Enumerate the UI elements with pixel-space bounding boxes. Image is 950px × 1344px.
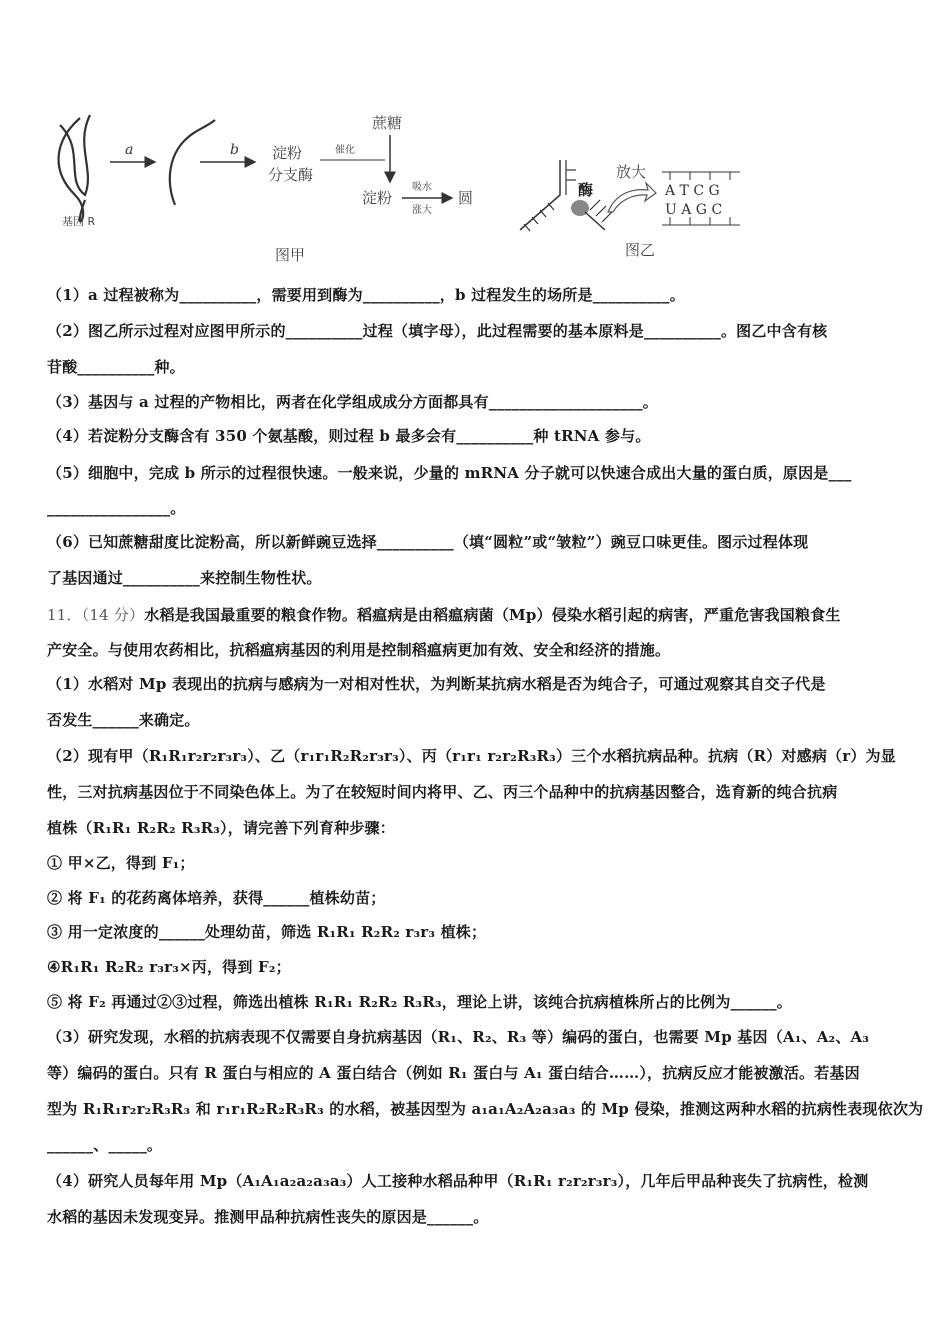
step-b-label: b (230, 142, 239, 158)
q11-step4: ④R₁R₁ R₂R₂ r₃r₃×丙，得到 F₂； (47, 958, 291, 976)
q10-part6-line1: （6）已知蔗糖甜度比淀粉高，所以新鲜豌豆选择__________（填“圆粒”或“皱粒”）豌豆口味更佳。图示过程体现 (47, 533, 809, 551)
q11-intro-line1 (47, 597, 907, 633)
q11-part3-line1: （3）研究发现，水稻的抗病表现不仅需要自身抗病基因（R₁、R₂、R₃ 等）编码的蛋白，也需要 Mp 基因（A₁、A₂、A₃ (47, 1028, 870, 1046)
figure-yi (520, 160, 740, 259)
magnify-arrow-icon (608, 183, 656, 212)
round-label: 圆 (458, 189, 474, 207)
q10-part5-line1: （5）细胞中，完成 b 所示的过程很快速。一般来说，少量的 mRNA 分子就可以快速合成出大量的蛋白质，原因是___ (47, 464, 852, 482)
starch-branch-enzyme-line1: 淀粉 (272, 144, 303, 162)
question-number: 11．（14 分） (47, 606, 145, 624)
q11-step1: ① 甲×乙，得到 F₁； (47, 854, 195, 872)
q11-intro-text: 水稻是我国最重要的粮食作物。稻瘟病是由稻瘟病菌（Mp）侵染水稻引起的病害，严重危害我国粮食生 (144, 606, 841, 624)
gene-r-label: 基因 R (62, 215, 96, 228)
sucrose-label: 蔗糖 (372, 114, 403, 132)
step-a-label: a (125, 142, 134, 158)
q11-part3-line4: ______、_____。 (47, 1136, 163, 1154)
q11-step2: ② 将 F₁ 的花药离体培养，获得______植株幼苗； (47, 889, 386, 907)
figure-yi-caption: 图乙 (625, 241, 656, 259)
enzyme-label: 酶 (578, 181, 594, 199)
magnify-label: 放大 (616, 163, 647, 181)
rna-bases-row: U A G C (665, 202, 723, 218)
q10-part2-line1: （2）图乙所示过程对应图甲所示的__________过程（填字母），此过程需要的基本原料是__________。图乙中含有核 (47, 322, 828, 340)
q11-intro-line2: 产安全。与使用农药相比，抗稻瘟病基因的利用是控制稻瘟病更加有效、安全和经济的措施。 (47, 641, 671, 659)
starch-label: 淀粉 (362, 189, 393, 207)
figure-jia-caption: 图甲 (275, 246, 306, 264)
q10-part3: （3）基因与 a 过程的产物相比，两者在化学组成成分方面都具有____________________。 (47, 393, 659, 411)
q11-step3: ③ 用一定浓度的______处理幼苗，筛选 R₁R₁ R₂R₂ r₃r₃ 植株； (47, 923, 487, 941)
q11-part3-line2: 等）编码的蛋白。只有 R 蛋白与相应的 A 蛋白结合（例如 R₁ 蛋白与 A₁ 蛋白结合……），抗病反应才能被激活。若基因 (47, 1064, 860, 1082)
dna-template-icon (520, 160, 576, 231)
absorb-water-label: 吸水 (412, 182, 432, 193)
q10-part2-line2: 苷酸__________种。 (47, 358, 185, 376)
q11-part2-line3: 植株（R₁R₁ R₂R₂ R₃R₃），请完善下列育种步骤： (47, 819, 395, 837)
catalyze-label: 催化 (335, 145, 355, 156)
dna-bases-row: A T C G (665, 183, 720, 199)
figure-jia (59, 114, 473, 264)
q11-part3-line3: 型为 R₁R₁r₂r₂R₃R₃ 和 r₁r₁R₂R₂R₃R₃ 的水稻，被基因型为 a₁a₁A₂A₂a₃a₃ 的 Mp 侵染，推测这两种水稻的抗病性表现依次为 (47, 1100, 924, 1118)
q10-part1: （1）a 过程被称为__________，需要用到酶为__________，b 过程发生的场所是__________。 (47, 286, 685, 304)
starch-branch-enzyme-line2: 分支酶 (268, 166, 314, 184)
gene-r-dna-icon (59, 115, 90, 221)
q10-part5-line2: ________________。 (47, 499, 186, 517)
figure-area (50, 100, 770, 275)
q10-part6-line2: 了基因通过__________来控制生物性状。 (47, 569, 322, 587)
swell-label: 涨大 (412, 205, 432, 216)
q11-part2-line1: （2）现有甲（R₁R₁r₂r₂r₃r₃）、乙（r₁r₁R₂R₂r₃r₃）、丙（r₁r₁ r₂r₂R₃R₃）三个水稻抗病品种。抗病（R）对感病（r）为显 (47, 747, 896, 765)
q11-part2-line2: 性，三对抗病基因位于不同染色体上。为了在较短时间内将甲、乙、丙三个品种中的抗病基因整合，选育新的纯合抗病 (47, 783, 838, 801)
q11-part1-line1: （1）水稻对 Mp 表现出的抗病与感病为一对相对性状，为判断某抗病水稻是否为纯合子，可通过观察其自交子代是 (47, 675, 826, 693)
enzyme-icon (571, 200, 612, 230)
q11-part1-line2: 否发生______来确定。 (47, 711, 200, 729)
q11-step5: ⑤ 将 F₂ 再通过②③过程，筛选出植株 R₁R₁ R₂R₂ R₃R₃，理论上讲，该纯合抗病植株所占的比例为______。 (47, 993, 792, 1011)
q10-part4: （4）若淀粉分支酶含有 350 个氨基酸，则过程 b 最多会有__________种 tRNA 参与。 (47, 427, 651, 445)
q11-part4-line2: 水稻的基因未发现变异。推测甲品种抗病性丧失的原因是______。 (47, 1208, 489, 1226)
q11-part4-line1: （4）研究人员每年用 Mp（A₁A₁a₂a₂a₃a₃）人工接种水稻品种甲（R₁R₁ r₂r₂r₃r₃），几年后甲品种丧失了抗病性，检测 (47, 1172, 869, 1190)
